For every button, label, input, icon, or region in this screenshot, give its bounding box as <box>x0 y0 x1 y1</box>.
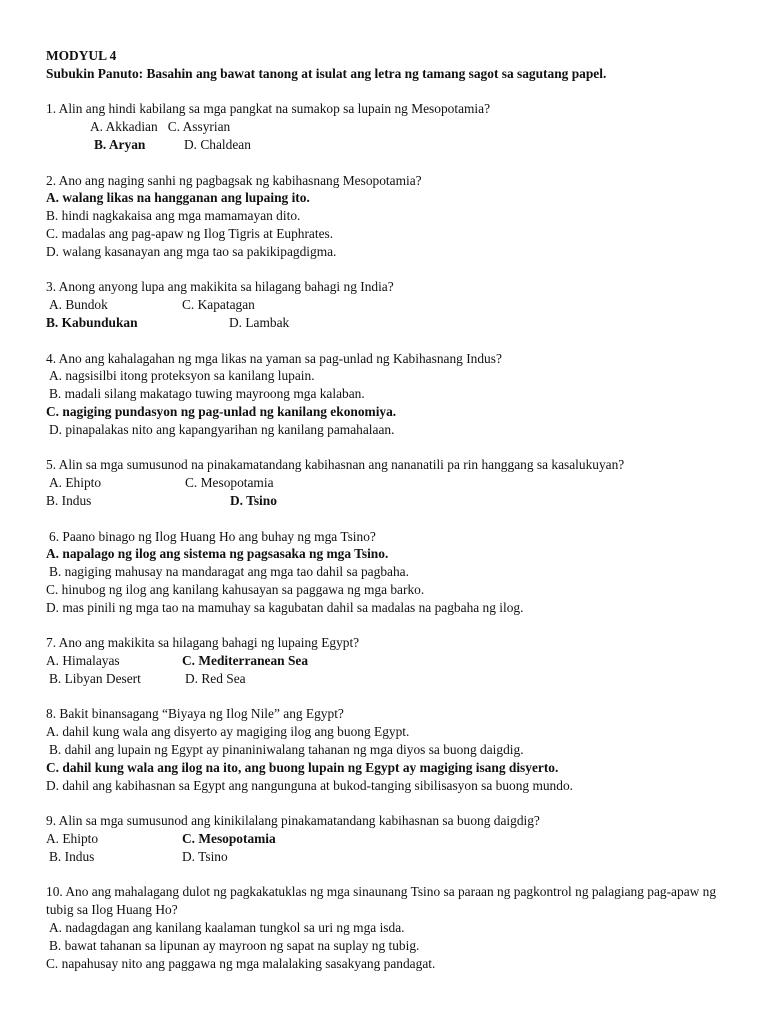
choice-c-correct: C. Mediterranean Sea <box>182 653 309 669</box>
choice-a: A. dahil kung wala ang disyerto ay magiging ilog ang buong Egypt. <box>46 724 410 740</box>
choice-d: D. Chaldean <box>184 136 251 152</box>
module-title: MODYUL 4 <box>46 48 117 63</box>
choice-c: C. hinubog ng ilog ang kanilang kahusayan sa paggawa ng mga barko. <box>46 581 425 597</box>
choice-d: D. mas pinili ng mga tao na mamuhay sa kagubatan dahil sa madalas na pagbaha ng ilog. <box>46 599 524 615</box>
choice-c: C. Mesopotamia <box>185 475 274 491</box>
question-text: 1. Alin ang hindi kabilang sa mga pangkat na sumakop sa lupain ng Mesopotamia? <box>46 101 491 117</box>
choice-c: C. Assyrian <box>167 119 231 135</box>
choice-a-correct: A. walang likas na hangganan ang lupaing ito. <box>46 190 310 206</box>
choice-b: B. madali silang makatago tuwing mayroong mga kalaban. <box>49 386 365 402</box>
choice-c-correct: C. dahil kung wala ang ilog na ito, ang buong lupain ng Egypt ay magiging isang disyerto. <box>46 759 559 775</box>
choice-d: D. dahil ang kabihasnan sa Egypt ang nangunguna at bukod-tanging sibilisasyon sa buong mundo. <box>46 777 573 793</box>
choice-b: B. Indus <box>46 492 92 508</box>
choice-d-correct: D. Tsino <box>230 492 277 508</box>
choice-a: A. nagsisilbi itong proteksyon sa kanilang lupain. <box>49 368 315 384</box>
choice-b-correct: B. Aryan <box>94 136 146 152</box>
choice-a: A. Akkadian <box>90 119 158 135</box>
choice-a: A. Bundok <box>49 297 108 313</box>
choice-a-correct: A. napalago ng ilog ang sistema ng pagsasaka ng mga Tsino. <box>46 546 389 562</box>
choice-b: B. Libyan Desert <box>49 670 141 686</box>
question-text: 6. Paano binago ng Ilog Huang Ho ang buhay ng mga Tsino? <box>49 528 376 544</box>
choice-a: A. Himalayas <box>46 653 120 669</box>
question-text: 7. Ano ang makikita sa hilagang bahagi ng lupaing Egypt? <box>46 635 360 651</box>
question-text: 8. Bakit binansagang “Biyaya ng Ilog Nile” ang Egypt? <box>46 706 344 722</box>
choice-d: D. Red Sea <box>185 670 246 686</box>
choice-b: B. dahil ang lupain ng Egypt ay pinaniniwalang tahanan ng mga diyos sa buong daigdig. <box>49 742 524 758</box>
question-5 <box>46 456 736 509</box>
question-10 <box>46 883 736 972</box>
quiz-page <box>46 47 736 972</box>
question-text: 5. Alin sa mga sumusunod na pinakamatandang kabihasnan ang nananatili pa rin hanggang sa kasalukuyan? <box>46 457 625 473</box>
choice-b: B. hindi nagkakaisa ang mga mamamayan dito. <box>46 208 301 224</box>
question-9 <box>46 812 736 865</box>
choice-a: A. Ehipto <box>46 831 99 847</box>
choice-c-correct: C. Mesopotamia <box>182 831 276 847</box>
question-text: 4. Ano ang kahalagahan ng mga likas na yaman sa pag-unlad ng Kabihasnang Indus? <box>46 350 502 366</box>
choice-d: D. pinapalakas nito ang kapangyarihan ng kanilang pamahalaan. <box>49 421 395 437</box>
choice-d: D. Lambak <box>229 314 290 330</box>
choice-a: A. Ehipto <box>49 475 102 491</box>
question-4 <box>46 350 736 439</box>
choice-c: C. Kapatagan <box>182 297 255 313</box>
choice-b: B. bawat tahanan sa lipunan ay mayroon ng sapat na suplay ng tubig. <box>49 937 420 953</box>
choice-c: C. madalas ang pag-apaw ng Ilog Tigris at Euphrates. <box>46 225 334 241</box>
question-text: 2. Ano ang naging sanhi ng pagbagsak ng kabihasnang Mesopotamia? <box>46 172 422 188</box>
question-text: 3. Anong anyong lupa ang makikita sa hilagang bahagi ng India? <box>46 279 394 295</box>
choice-c: C. napahusay nito ang paggawa ng mga malalaking sasakyang pandagat. <box>46 955 436 971</box>
choice-a: A. nadagdagan ang kanilang kaalaman tungkol sa uri ng mga isda. <box>49 920 405 936</box>
choice-b: B. Indus <box>49 848 95 864</box>
choice-d: D. Tsino <box>182 848 228 864</box>
question-text: 10. Ano ang mahalagang dulot ng pagkakatuklas ng mga sinaunang Tsino sa paraan ng pagkontrol ng palagiang pag-apaw ng tubig sa Ilog Huang Ho? <box>46 884 717 918</box>
question-2 <box>46 172 736 261</box>
choice-b: B. nagiging mahusay na mandaragat ang mga tao dahil sa pagbaha. <box>49 564 409 580</box>
question-3 <box>46 278 736 331</box>
question-8 <box>46 705 736 794</box>
question-1 <box>46 100 736 153</box>
question-7 <box>46 634 736 687</box>
instructions: Subukin Panuto: Basahin ang bawat tanong at isulat ang letra ng tamang sagot sa sagutang papel. <box>46 65 607 81</box>
question-text: 9. Alin sa mga sumusunod ang kinikilalang pinakamatandang kabihasnan sa buong daigdig? <box>46 813 540 829</box>
choice-c-correct: C. nagiging pundasyon ng pag-unlad ng kanilang ekonomiya. <box>46 403 397 419</box>
question-6 <box>46 528 736 617</box>
choice-d: D. walang kasanayan ang mga tao sa pakikipagdigma. <box>46 243 337 259</box>
choice-b-correct: B. Kabundukan <box>46 314 138 330</box>
